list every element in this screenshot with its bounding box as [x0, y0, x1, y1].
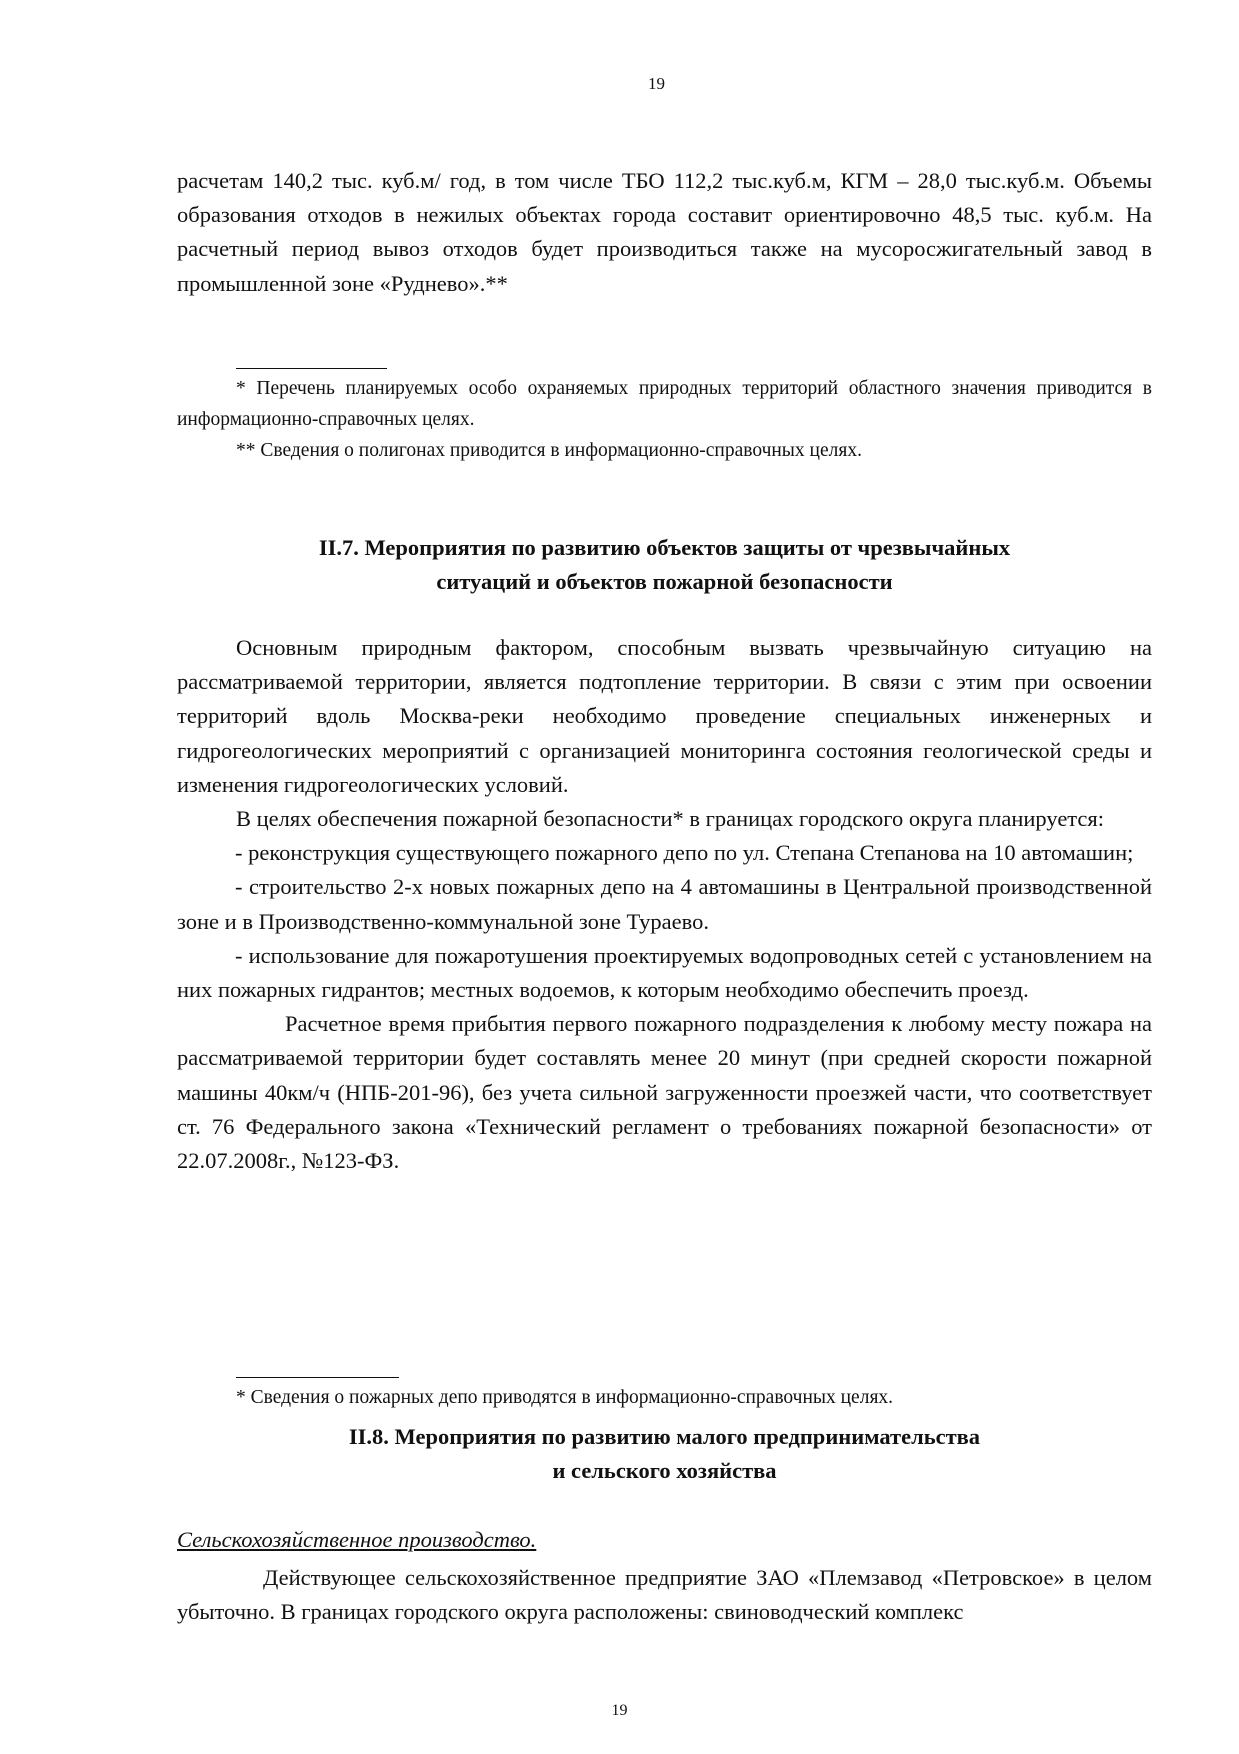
- subheading-agriculture: Сельскохозяйственное производство.: [177, 1527, 537, 1552]
- section-2-7-body: [177, 631, 1152, 1178]
- footnote-landfills: ** Сведения о полигонах приводится в информационно-справочных целях.: [236, 440, 862, 461]
- footnote-fire-depots: * Сведения о пожарных депо приводятся в информационно-справочных целях.: [236, 1387, 894, 1408]
- section-2-8-heading-line1: II.8. Мероприятия по развитию малого предпринимательства: [348, 1424, 981, 1449]
- section-2-7-heading-line1: II.7. Мероприятия по развитию объектов защиты от чрезвычайных: [318, 535, 1011, 560]
- footnote-protected-areas: * Перечень планируемых особо охраняемых природных территорий областного значения приводится в информационно-справочных целях.: [177, 378, 1152, 430]
- intro-paragraph: расчетам 140,2 тыс. куб.м/ год, в том числе ТБО 112,2 тыс.куб.м, КГМ – 28,0 тыс.куб.м. Объемы образования отходов в нежилых объектах города составит ориентировочно 48,5 тыс. куб.м. На расчетный период вывоз отходов будет производиться также на мусоросжигательный завод в промышленной зоне «Руднево».**: [177, 168, 1152, 296]
- list-item-hydrants: - использование для пожаротушения проектируемых водопроводных сетей с установлением на них пожарных гидрантов; местных водоемов, к которым необходимо обеспечить проезд.: [177, 942, 1152, 1003]
- page-number-top: 19: [648, 74, 665, 93]
- list-item-new-depots: - строительство 2-х новых пожарных депо на 4 автомашины в Центральной производственной зоне и в Производственно-коммунальной зоне Тураево.: [177, 874, 1152, 934]
- footnote-separator-top: [236, 368, 387, 369]
- section-2-7-paragraph-1: Основным природным фактором, способным вызвать чрезвычайную ситуацию на рассматриваемой территории, является подтопление территории. В связи с этим при освоении территорий вдоль Москва-реки необходимо проведение специальных инженерных и гидрогеологических мероприятий с организацией мониторинга состояния геологической среды и изменения гидрогеологических условий.: [177, 635, 1152, 797]
- section-2-8-heading-line2: и сельского хозяйства: [552, 1458, 777, 1483]
- footnote-separator-middle: [236, 1377, 399, 1378]
- section-2-7-paragraph-2: В целях обеспечения пожарной безопасности* в границах городского округа планируется:: [236, 806, 1104, 832]
- list-item-depot-reconstruction: - реконструкция существующего пожарного депо по ул. Степана Степанова на 10 автомашин;: [235, 840, 1134, 866]
- section-2-7-paragraph-3: Расчетное время прибытия первого пожарного подразделения к любому месту пожара на рассматриваемой территории будет составлять менее 20 минут (при средней скорости пожарной машины 40км/ч (НПБ-201-96), без учета сильной загруженности проезжей части, что соответствует ст. 76 Федерального закона «Технический регламент о требованиях пожарной безопасности» от 22.07.2008г., №123-ФЗ.: [177, 1011, 1152, 1174]
- intro-text-block: [177, 164, 1152, 301]
- page-number-bottom: 19: [611, 1702, 628, 1719]
- section-2-8-body: [177, 1561, 1152, 1629]
- section-2-7-heading-line2: ситуаций и объектов пожарной безопасности: [436, 569, 893, 594]
- section-2-8-paragraph-1: Действующее сельскохозяйственное предприятие ЗАО «Племзавод «Петровское» в целом убыточно. В границах городского округа расположены: свиноводческий комплекс: [177, 1565, 1152, 1625]
